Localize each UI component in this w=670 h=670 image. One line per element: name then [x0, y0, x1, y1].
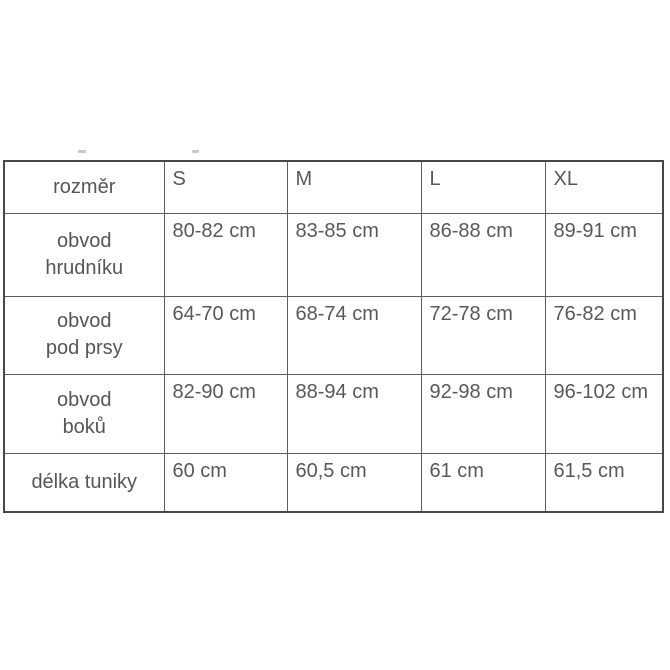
cell-hips-l: 92-98 cm — [421, 374, 545, 453]
header-size-xl: XL — [545, 161, 663, 213]
row-label-line: hrudníku — [45, 256, 124, 279]
cell-underbust-m: 68-74 cm — [287, 296, 421, 374]
cell-length-l: 61 cm — [421, 453, 545, 512]
row-label-line: boků — [62, 415, 106, 438]
size-table — [3, 160, 664, 513]
row-label-line: obvod — [57, 388, 112, 411]
row-label-line: pod prsy — [45, 337, 123, 359]
row-label-line: obvod — [57, 229, 112, 252]
cropped-text-artifact — [78, 150, 86, 153]
cell-hips-xl: 96-102 cm — [545, 374, 663, 453]
table-row-hips — [4, 374, 663, 453]
row-label-line: obvod — [57, 310, 112, 332]
row-label-hips — [4, 374, 164, 453]
header-dimension-label: rozměr — [4, 161, 164, 213]
cell-chest-s: 80-82 cm — [164, 213, 287, 296]
cell-underbust-s: 64-70 cm — [164, 296, 287, 374]
cell-underbust-xl: 76-82 cm — [545, 296, 663, 374]
cell-hips-s: 82-90 cm — [164, 374, 287, 453]
cell-length-s: 60 cm — [164, 453, 287, 512]
table-header-row — [4, 161, 663, 213]
row-label-chest — [4, 213, 164, 296]
header-size-s: S — [164, 161, 287, 213]
cell-underbust-l: 72-78 cm — [421, 296, 545, 374]
cell-chest-l: 86-88 cm — [421, 213, 545, 296]
cell-length-m: 60,5 cm — [287, 453, 421, 512]
table-row-underbust — [4, 296, 663, 374]
cell-chest-m: 83-85 cm — [287, 213, 421, 296]
row-label-line: délka tuniky — [31, 470, 138, 493]
table-row-tunic-length — [4, 453, 663, 512]
header-size-m: M — [287, 161, 421, 213]
cell-chest-xl: 89-91 cm — [545, 213, 663, 296]
row-label-tunic-length — [4, 453, 164, 512]
row-label-underbust — [4, 296, 164, 374]
cropped-text-artifact — [192, 150, 199, 153]
table-row-chest — [4, 213, 663, 296]
cell-length-xl: 61,5 cm — [545, 453, 663, 512]
header-size-l: L — [421, 161, 545, 213]
cell-hips-m: 88-94 cm — [287, 374, 421, 453]
